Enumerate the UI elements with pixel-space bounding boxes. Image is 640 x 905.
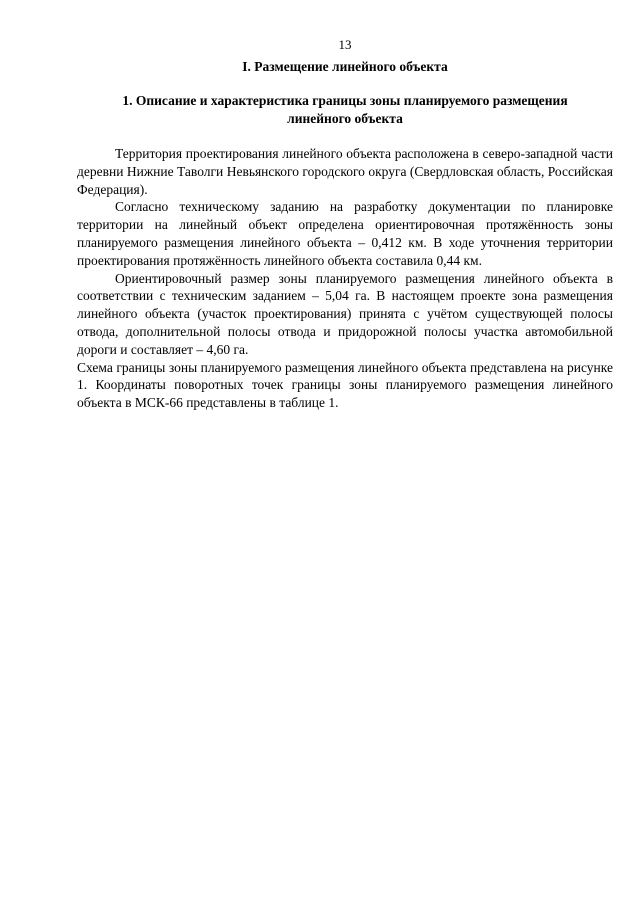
page-number: 13 (338, 37, 352, 52)
document-page (77, 36, 613, 412)
paragraph-scheme-reference: Схема границы зоны планируемого размещения линейного объекта представлена на рисунке 1. Координаты поворотных точек границы зоны планируемого размещения линейного объекта в МСК-66 представлены в таблице 1. (77, 359, 613, 411)
section-title: I. Размещение линейного объекта (242, 59, 448, 74)
subsection-title: 1. Описание и характеристика границы зоны планируемого размещения линейного объекта (122, 93, 568, 126)
paragraph-area: Ориентировочный размер зоны планируемого размещения линейного объекта в соответствии с техническим заданием – 5,04 га. В настоящем проекте зона размещения линейного объекта (участок проектирования) принята с учётом существующей полосы отвода, дополнительной полосы отвода и придорожной полосы участка автомобильной дороги и составляет – 4,60 га. (77, 270, 613, 357)
paragraph-length: Согласно техническому заданию на разработку документации по планировке территории на линейный объект определена ориентировочная протяжённость зоны планируемого размещения линейного объекта – 0,412 км. В ходе уточнения территории проектирования протяжённость линейного объекта составила 0,44 км. (77, 199, 613, 268)
paragraph-location: Территория проектирования линейного объекта расположена в северо-западной части деревни Нижние Таволги Невьянского городского округа (Свердловская область, Российская Федерация). (77, 146, 613, 197)
